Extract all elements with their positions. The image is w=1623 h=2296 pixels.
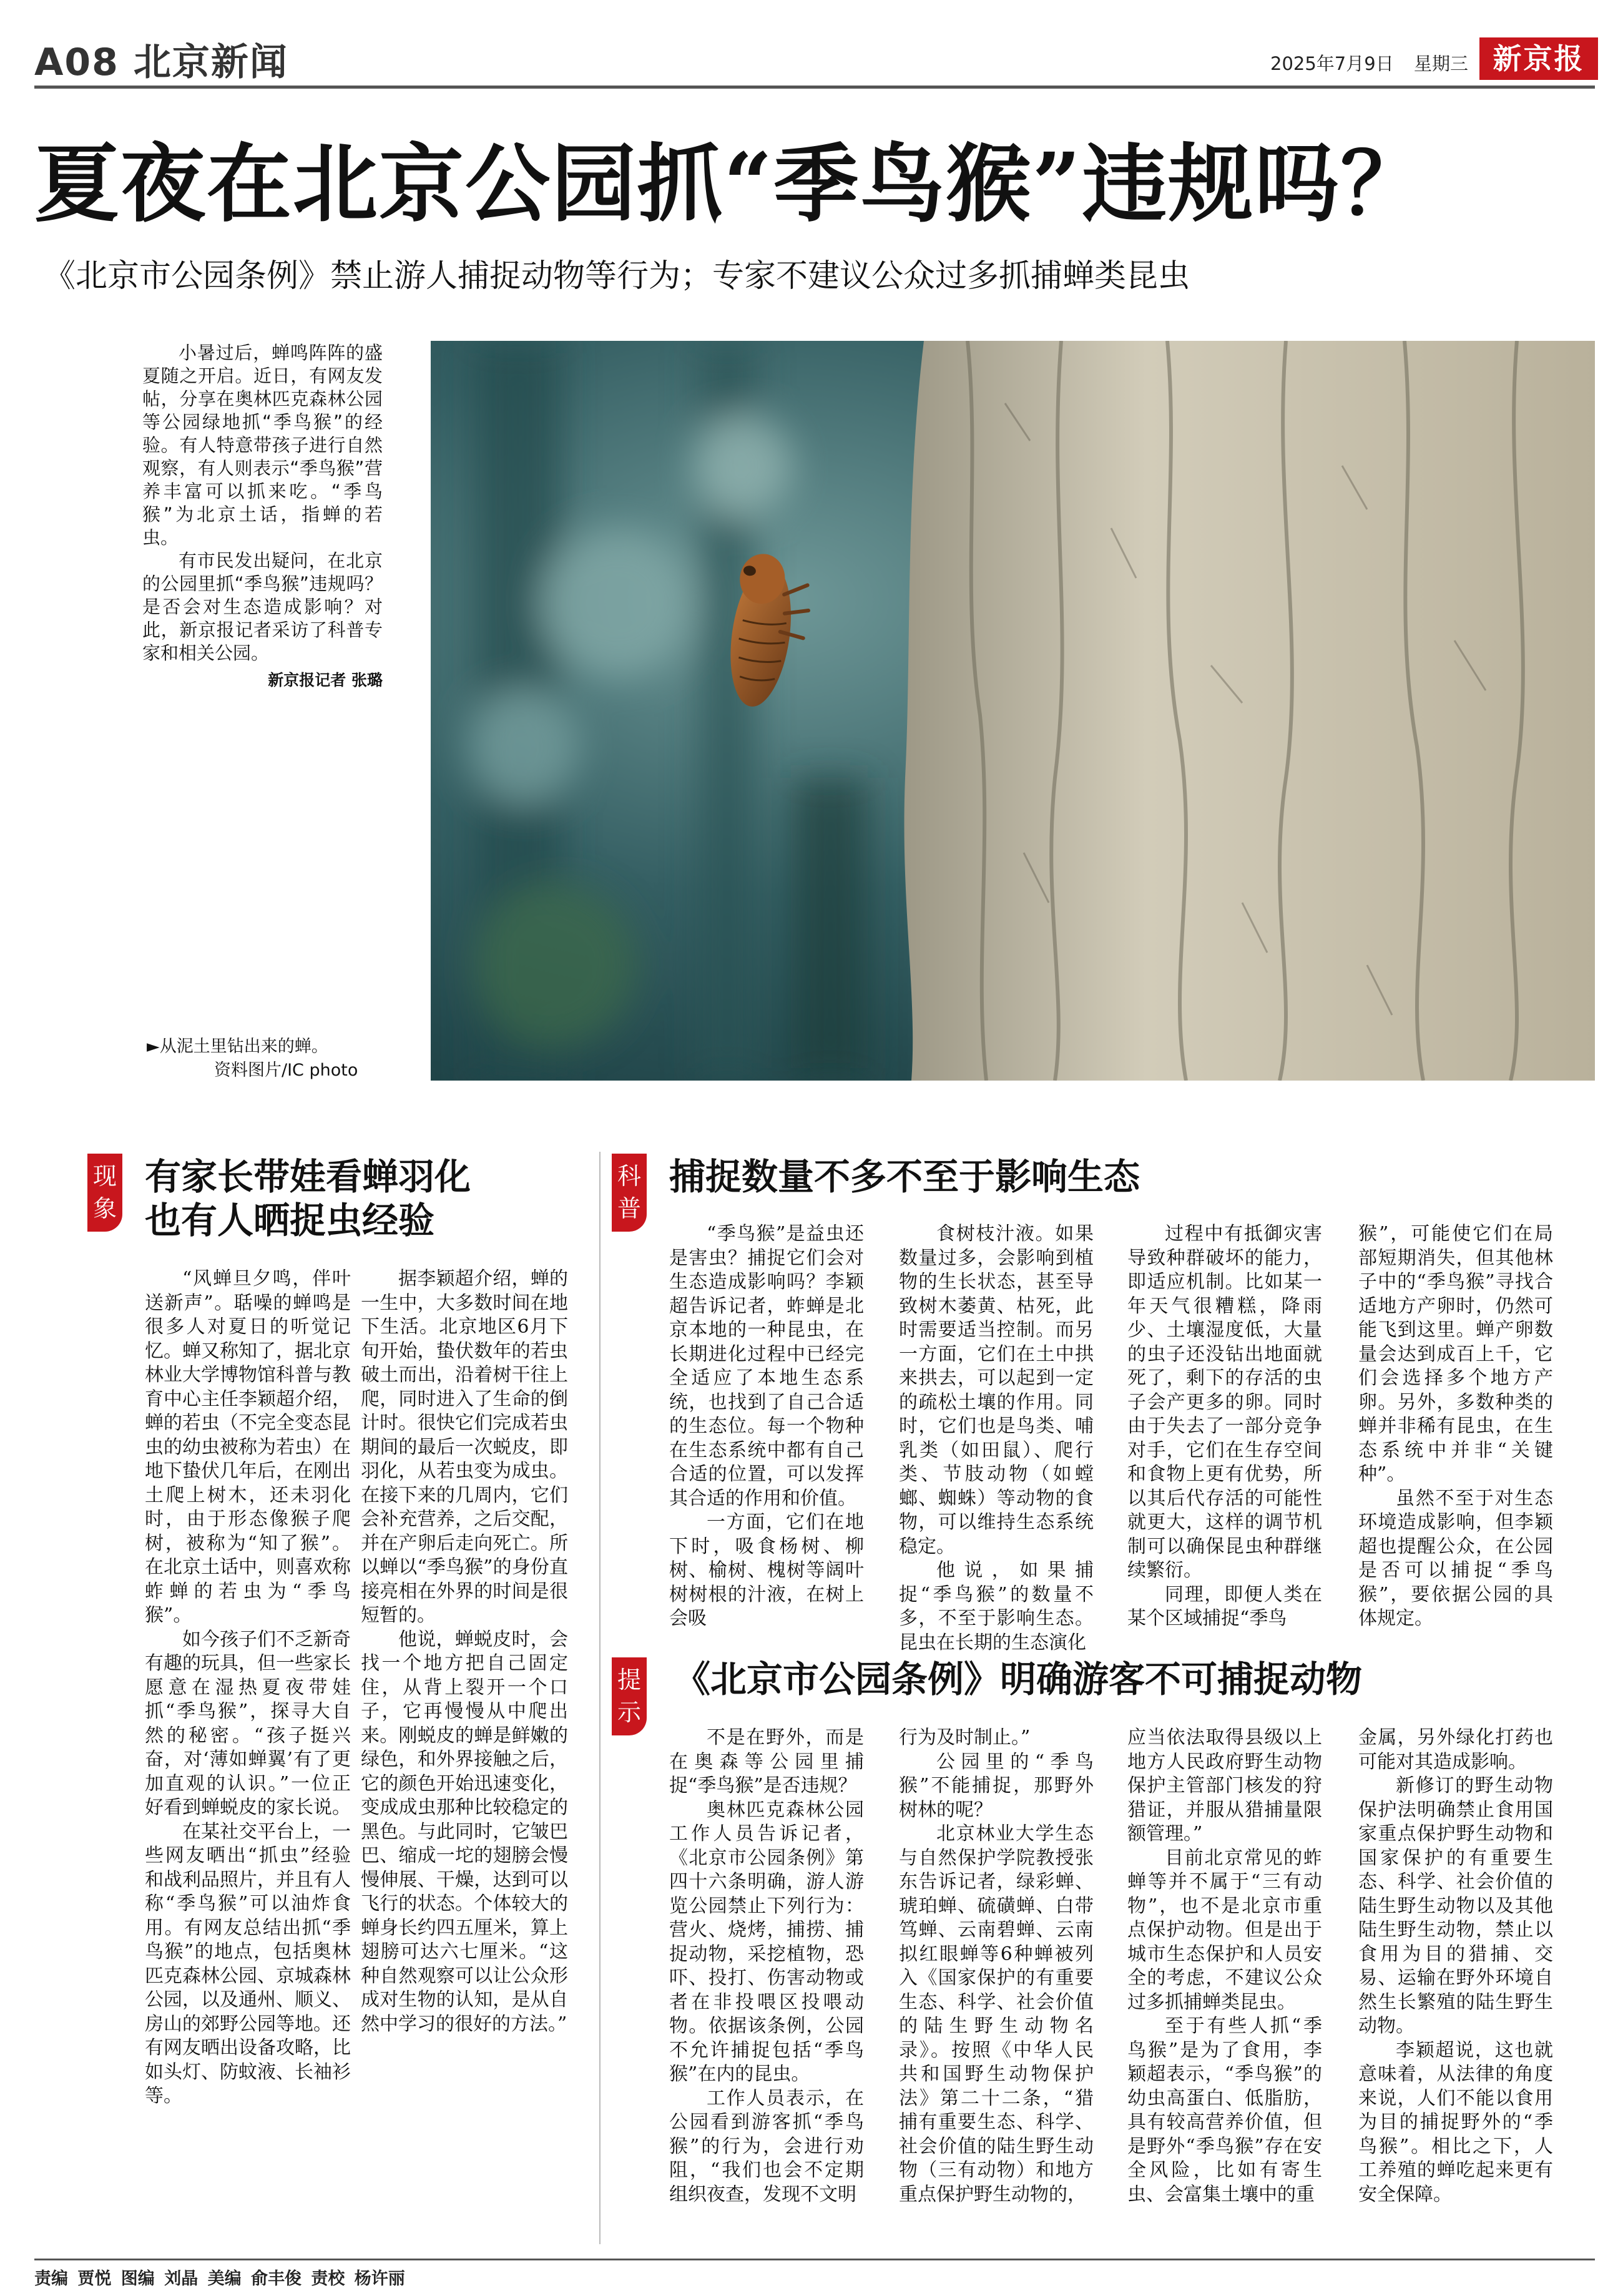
paragraph: 行为及时制止。”: [899, 1727, 1031, 1749]
photo-credit: 资料图片/IC photo: [214, 1061, 358, 1080]
section3-column3: [1127, 1726, 1322, 2207]
paragraph: 应当依法取得县级以上地方人民政府野生动物保护主管部门核发的狩猎证，并服从猎捕量限额管理。”: [1127, 1727, 1322, 1845]
page-section-label: A08 北京新闻: [34, 41, 288, 84]
section2-column2: [899, 1222, 1094, 1655]
section2-column3: [1127, 1222, 1322, 1631]
paragraph: 虽然不至于对生态环境造成影响，但李颖超也提醒公众，在公园是否可以捕捉“季鸟猴”，要依据公园的具体规定。: [1358, 1487, 1553, 1629]
section3-title: 《北京市公园条例》明确游客不可捕捉动物: [674, 1658, 1363, 1700]
footer-divider: [34, 2259, 1595, 2260]
intro-text: [142, 341, 383, 692]
section3-column4: [1358, 1726, 1553, 2207]
section-tag-phenomenon: 现象: [87, 1154, 122, 1232]
paragraph: “风蝉旦夕鸣，伴叶送新声”。聒噪的蝉鸣是很多人对夏日的听觉记忆。蝉又称知了，据北京林业大学博物馆科普与教育中心主任李颖超介绍，蝉的若虫（不完全变态昆虫的幼虫被称为若虫）在地下蛰伏几年后，在刚出土爬上树木，还未羽化时，由于形态像猴子爬树，被称为“知了猴”。在北京土话中，则喜欢称蚱蝉的若虫为“季鸟猴”。: [145, 1268, 351, 1626]
photo-caption: [147, 1035, 378, 1082]
section3-column1: [669, 1726, 864, 2207]
paragraph: 猴”，可能使它们在局部短期消失，但其他林子中的“季鸟猴”寻找合适地方产卵时，仍然可能飞到这里。蝉产卵数量会达到成百上千，它们会选择多个地方产卵。另外，多数种类的蝉并非稀有昆虫，在生态系统中并非“关键种”。: [1358, 1223, 1553, 1485]
header-divider: [34, 86, 1595, 89]
paragraph: 公园里的“季鸟猴”不能捕捉，那野外树林的呢？: [899, 1750, 1094, 1821]
paragraph: 李颖超说，这也就意味着，从法律的角度来说，人们不能以食用为目的捕捉野外的“季鸟猴”。相比之下，人工养殖的蝉吃起来更有安全保障。: [1358, 2039, 1553, 2205]
byline: 新京报记者 张璐: [268, 671, 383, 689]
paragraph: 如今孩子们不乏新奇有趣的玩具，但一些家长愿意在湿热夏夜带娃抓“季鸟猴”，探寻大自然的秘密。“孩子挺兴奋，对‘薄如蝉翼’有了更加直观的认识。”一位正好看到蝉蜕皮的家长说。: [145, 1628, 351, 1818]
section3-column2: [899, 1726, 1094, 2207]
caption-text: ►从泥土里钻出来的蝉。: [147, 1037, 328, 1056]
section1-column2: [361, 1267, 568, 2036]
cicada-photo-illustration: [431, 341, 1595, 1081]
paragraph: 据李颖超介绍，蝉的一生中，大多数时间在地下生活。北京地区6月下旬开始，蛰伏数年的若虫破土而出，沿着树干往上爬，同时进入了生命的倒计时。很快它们完成若虫期间的最后一次蜕皮，即羽化，从若虫变为成虫。在接下来的几周内，它们会补充营养，之后交配，并在产卵后走向死亡。所以蝉以“季鸟猴”的身份直接亮相在外界的时间是很短暂的。: [361, 1268, 568, 1626]
paragraph: 过程中有抵御灾害导致种群破坏的能力，即适应机制。比如某一年天气很糟糕，降雨少、土壤湿度低，大量的虫子还没钻出地面就死了，剩下的存活的虫子会产更多的卵。同时由于失去了一部分竞争对手，它们在生存空间和食物上更有优势，所以其后代存活的可能性就更大，这样的调节机制可以确保昆虫种群继续繁衍。: [1127, 1223, 1322, 1581]
column-divider: [599, 1152, 601, 2244]
editor-credits: 责编 贾悦 图编 刘晶 美编 俞丰俊 责校 杨许丽: [34, 2269, 405, 2289]
paragraph: 不是在野外，而是在奥森等公园里捕捉“季鸟猴”是否违规？: [669, 1727, 864, 1797]
paragraph: 新修订的野生动物保护法明确禁止食用国家重点保护野生动物和国家保护的有重要生态、科学、社会价值的陆生野生动物以及其他陆生野生动物，禁止以食用为目的猎捕、交易、运输在野外环境自然生长繁殖的陆生野生动物。: [1358, 1775, 1553, 2037]
intro-paragraph: 有市民发出疑问，在北京的公园里抓“季鸟猴”违规吗？是否会对生态造成影响？对此，新京报记者采访了科普专家和相关公园。: [142, 550, 383, 664]
issue-date: 2025年7月9日: [1270, 53, 1394, 74]
section-tag-tip: 提示: [612, 1657, 647, 1735]
section-tag-science: 科普: [612, 1154, 647, 1232]
newspaper-logo: 新京报: [1479, 37, 1598, 80]
paragraph: 至于有些人抓“季鸟猴”是为了食用，李颖超表示，“季鸟猴”的幼虫高蛋白、低脂肪，具有较高营养价值，但是野外“季鸟猴”存在安全风险，比如有寄生虫、会富集土壤中的重: [1127, 2015, 1322, 2205]
paragraph: 在某社交平台上，一些网友晒出“抓虫”经验和战利品照片，并且有人称“季鸟猴”可以油炸食用。有网友总结出抓“季鸟猴”的地点，包括奥林匹克森林公园、京城森林公园，以及通州、顺义、房山的郊野公园等地。还有网友晒出设备攻略，比如头灯、防蚊液、长袖衫等。: [145, 1820, 351, 2107]
paragraph: 北京林业大学生态与自然保护学院教授张东告诉记者，绿彩蝉、琥珀蝉、硫磺蝉、白带笃蝉、云南碧蝉、云南拟红眼蝉等6种蝉被列入《国家保护的有重要生态、科学、社会价值的陆生野生动物名录》。按照《中华人民共和国野生动物保护法》第二十二条，“猎捕有重要生态、科学、社会价值的陆生野生动物（三有动物）和地方重点保护野生动物的，: [899, 1823, 1094, 2205]
intro-paragraph: 小暑过后，蝉鸣阵阵的盛夏随之开启。近日，有网友发帖，分享在奥林匹克森林公园等公园绿地抓“季鸟猴”的经验。有人特意带孩子进行自然观察，有人则表示“季鸟猴”营养丰富可以抓来吃。“季鸟猴”为北京土话，指蝉的若虫。: [142, 342, 383, 548]
headline: 夏夜在北京公园抓“季鸟猴”违规吗？: [34, 134, 1427, 234]
paragraph: 奥林匹克森林公园工作人员告诉记者，《北京市公园条例》第四十六条明确，游人游览公园禁止下列行为：营火、烧烤，捕捞、捕捉动物，采挖植物，恐吓、投打、伤害动物或者在非投喂区投喂动物。依据该条例，公园不允许捕捉包括“季鸟猴”在内的昆虫。: [669, 1798, 864, 2085]
section2-column1: [669, 1222, 864, 1631]
paragraph: 一方面，它们在地下时，吸食杨树、柳树、榆树、槐树等阔叶树树根的汁液，在树上会吸: [669, 1511, 864, 1629]
paragraph: 工作人员表示，在公园看到游客抓“季鸟猴”的行为，会进行劝阻，“我们也会不定期组织夜查，发现不文明: [669, 2087, 864, 2205]
section2-title: 捕捉数量不多不至于影响生态: [669, 1155, 1140, 1198]
paragraph: 金属，另外绿化打药也可能对其造成影响。: [1358, 1727, 1553, 1773]
paragraph: 同理，即便人类在某个区域捕捉“季鸟: [1127, 1583, 1322, 1629]
cicada-photo: [431, 341, 1595, 1081]
paragraph: 目前北京常见的蚱蝉等并不属于“三有动物”，也不是北京市重点保护动物。但是出于城市生态保护和人员安全的考虑，不建议公众过多抓捕蝉类昆虫。: [1127, 1847, 1322, 2013]
subheadline: 《北京市公园条例》禁止游人捕捉动物等行为；专家不建议公众过多抓捕蝉类昆虫: [44, 258, 1190, 295]
paragraph: 食树枝汁液。如果数量过多，会影响到植物的生长状态，甚至导致树木萎黄、枯死，此时需要适当控制。而另一方面，它们在土中拱来拱去，可以起到一定的疏松土壤的作用。同时，它们也是鸟类、哺乳类（如田鼠）、爬行类、节肢动物（如螳螂、蜘蛛）等动物的食物，可以维持生态系统稳定。: [899, 1223, 1094, 1558]
section1-title-line2: 也有人晒捉虫经验: [145, 1199, 435, 1242]
section1-title-line1: 有家长带娃看蝉羽化: [145, 1155, 471, 1198]
section1-column1: [145, 1267, 351, 2109]
issue-weekday: 星期三: [1414, 53, 1469, 74]
section2-column4: [1358, 1222, 1553, 1631]
paragraph: “季鸟猴”是益虫还是害虫？捕捉它们会对生态造成影响吗？李颖超告诉记者，蚱蝉是北京本地的一种昆虫，在长期进化过程中已经完全适应了本地生态系统，也找到了自己合适的生态位。每一个物种在生态系统中都有自己合适的位置，可以发挥其合适的作用和价值。: [669, 1223, 864, 1509]
paragraph: 他说，如果捕捉“季鸟猴”的数量不多，不至于影响生态。昆虫在长期的生态演化: [899, 1559, 1094, 1654]
paragraph: 他说，蝉蜕皮时，会找一个地方把自己固定住，从背上裂开一个口子，它再慢慢从中爬出来。刚蜕皮的蝉是鲜嫩的绿色，和外界接触之后，它的颜色开始迅速变化，变成成虫那种比较稳定的黑色。与此同时，它皱巴巴、缩成一坨的翅膀会慢慢伸展、干燥，达到可以飞行的状态。个体较大的蝉身长约四五厘米，算上翅膀可达六七厘米。“这种自然观察可以让公众形成对生物的认知，是从自然中学习的很好的方法。”: [361, 1628, 568, 2035]
